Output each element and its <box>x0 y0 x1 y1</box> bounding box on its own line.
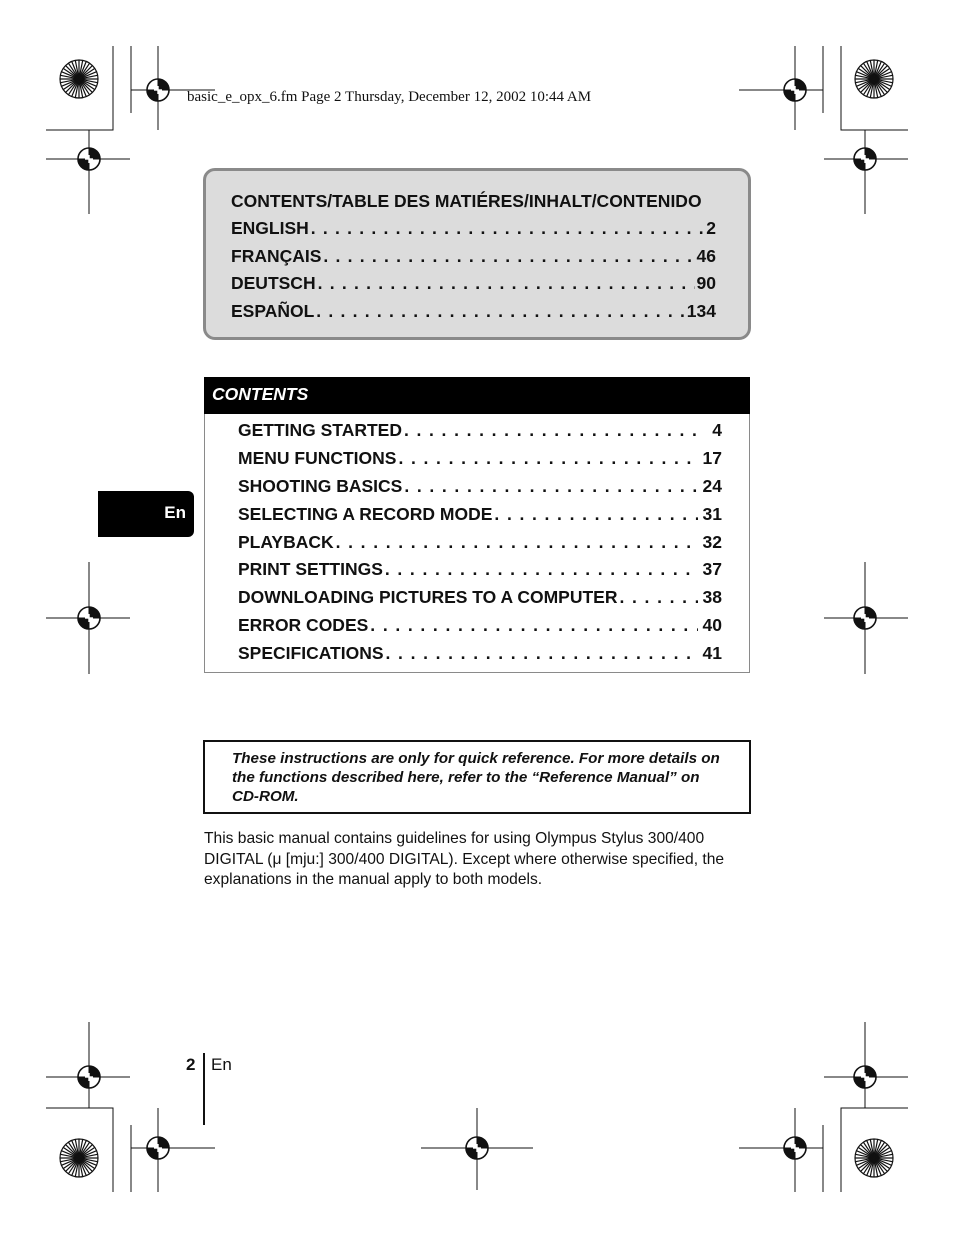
multilingual-contents-title: CONTENTS/TABLE DES MATIÉRES/INHALT/CONTENIDO <box>231 191 702 211</box>
entry-page: 17 <box>702 447 722 468</box>
entry-label: ERROR CODES <box>238 615 369 636</box>
entry-page: 31 <box>702 503 722 524</box>
entry-label: GETTING STARTED <box>238 420 402 440</box>
entry-page: 24 <box>702 475 722 496</box>
entry-label: FRANÇAIS <box>231 245 322 266</box>
multilingual-contents-box <box>203 168 751 340</box>
entry-label: DOWNLOADING PICTURES TO A COMPUTER <box>238 587 618 608</box>
entry-page: 90 <box>696 273 716 294</box>
page-number: 2 <box>186 1055 196 1074</box>
quick-reference-notice: These instructions are only for quick reference. For more details on the functions described here, refer to the “Reference Manual” on CD-ROM. <box>203 740 751 814</box>
dot-leader <box>398 445 698 473</box>
dot-leader <box>620 584 699 612</box>
entry-page: 32 <box>702 531 722 552</box>
dot-leader <box>336 529 698 557</box>
toc-entry[interactable] <box>238 417 722 445</box>
dot-leader <box>404 417 698 445</box>
toc-entry[interactable] <box>238 556 722 584</box>
entry-label: SHOOTING BASICS <box>238 475 403 496</box>
footer-language: En <box>211 1055 232 1074</box>
toc-entry[interactable] <box>238 584 722 612</box>
entry-label: SPECIFICATIONS <box>238 643 384 664</box>
entry-label: MENU FUNCTIONS <box>238 447 397 468</box>
entry-label: SELECTING A RECORD MODE <box>238 503 493 524</box>
footer-divider <box>203 1053 205 1125</box>
entry-page: 4 <box>712 420 722 440</box>
dot-leader <box>386 640 698 668</box>
entry-label: ENGLISH <box>231 218 309 238</box>
toc-entry[interactable] <box>238 529 722 557</box>
entry-page: 134 <box>686 301 716 322</box>
entry-page: 46 <box>696 245 716 266</box>
dot-leader <box>494 501 698 529</box>
contents-heading: CONTENTS <box>204 377 750 414</box>
dot-leader <box>311 215 704 243</box>
entry-page: 2 <box>706 218 716 238</box>
entry-page: 38 <box>702 587 722 608</box>
entry-label: PRINT SETTINGS <box>238 559 383 580</box>
language-entry-francais[interactable] <box>231 243 716 271</box>
language-entry-english[interactable] <box>231 215 716 243</box>
toc-entry[interactable] <box>238 445 722 473</box>
toc-entry[interactable] <box>238 640 722 668</box>
dot-leader <box>370 612 698 640</box>
contents-list <box>204 414 750 673</box>
language-side-tab: En <box>98 491 194 537</box>
dot-leader <box>404 473 698 501</box>
dot-leader <box>323 243 694 271</box>
dot-leader <box>385 556 698 584</box>
intro-paragraph: This basic manual contains guidelines for using Olympus Stylus 300/400 DIGITAL (μ [mju:] 300/400 DIGITAL). Except where otherwise specified, the explanations in the manual apply to both models. <box>204 830 725 888</box>
toc-entry[interactable] <box>238 612 722 640</box>
toc-entry[interactable] <box>238 501 722 529</box>
entry-label: PLAYBACK <box>238 531 334 552</box>
entry-page: 37 <box>702 559 722 580</box>
language-entry-deutsch[interactable] <box>231 270 716 298</box>
entry-label: DEUTSCH <box>231 273 316 294</box>
entry-page: 40 <box>702 615 722 636</box>
dot-leader <box>316 298 685 326</box>
toc-entry[interactable] <box>238 473 722 501</box>
entry-label: ESPAÑOL <box>231 301 315 322</box>
language-entry-espanol[interactable] <box>231 298 716 326</box>
file-info-header: basic_e_opx_6.fm Page 2 Thursday, December 12, 2002 10:44 AM <box>187 89 592 105</box>
dot-leader <box>318 270 695 298</box>
entry-page: 41 <box>702 643 722 664</box>
